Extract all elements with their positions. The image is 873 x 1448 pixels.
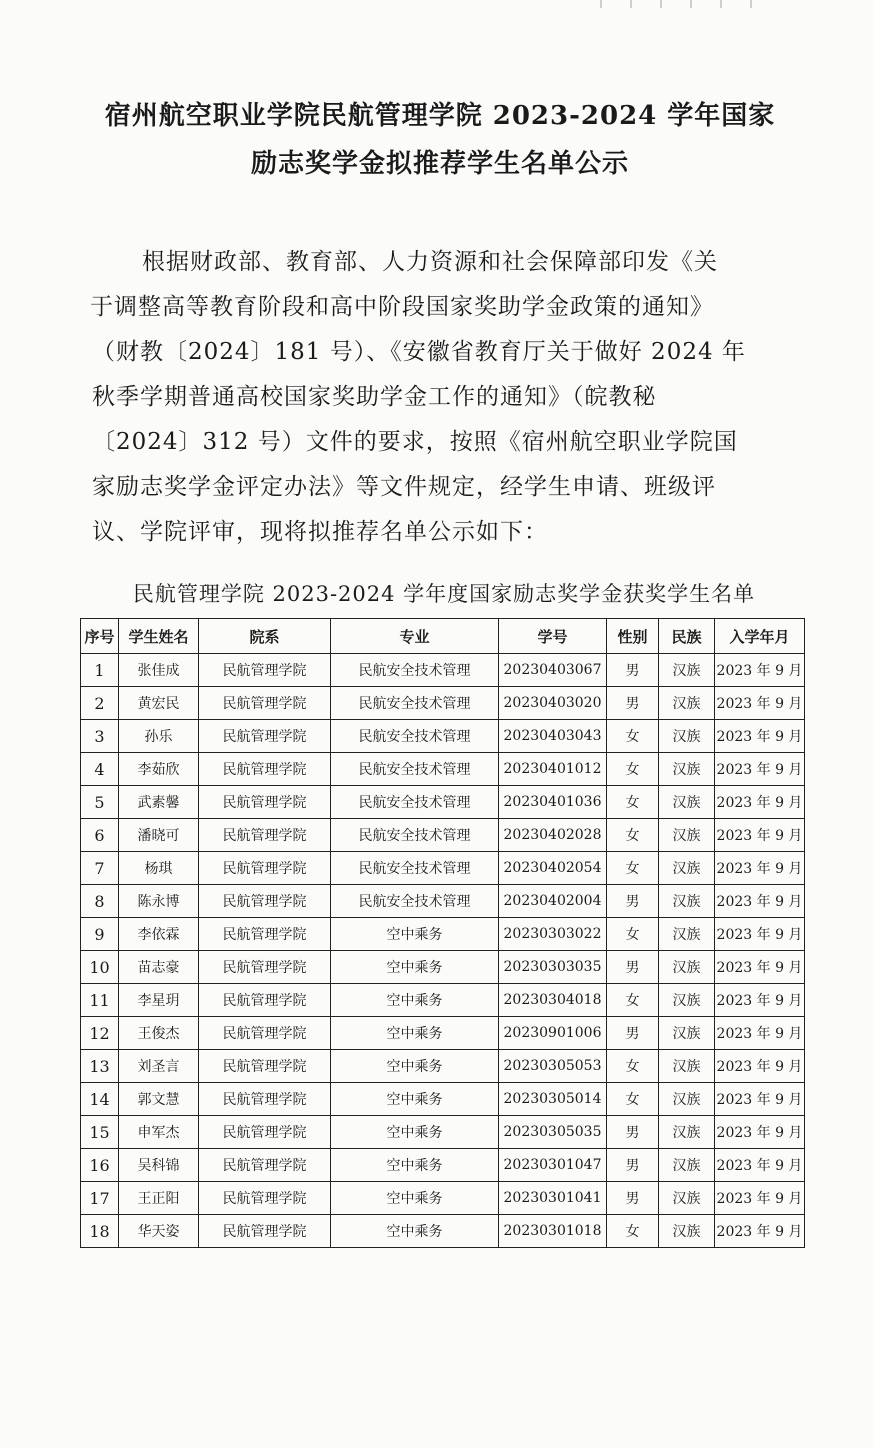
header-ethnicity: 民族	[659, 619, 715, 654]
cell-department: 民航管理学院	[199, 984, 331, 1017]
cell-gender: 女	[607, 918, 659, 951]
binding-marks	[600, 0, 780, 10]
cell-gender: 男	[607, 1182, 659, 1215]
cell-department: 民航管理学院	[199, 1050, 331, 1083]
table-row	[81, 1116, 805, 1149]
cell-name: 孙乐	[119, 720, 199, 753]
cell-department: 民航管理学院	[199, 654, 331, 687]
cell-ethnicity: 汉族	[659, 720, 715, 753]
cell-enrollment-date: 2023 年 9 月	[715, 819, 805, 852]
cell-major: 民航安全技术管理	[331, 885, 499, 918]
cell-gender: 女	[607, 852, 659, 885]
cell-major: 空中乘务	[331, 1017, 499, 1050]
table-row	[81, 1182, 805, 1215]
cell-index: 9	[81, 918, 119, 951]
cell-student-id: 20230403067	[499, 654, 607, 687]
cell-department: 民航管理学院	[199, 753, 331, 786]
cell-gender: 男	[607, 1017, 659, 1050]
cell-department: 民航管理学院	[199, 786, 331, 819]
cell-department: 民航管理学院	[199, 918, 331, 951]
cell-index: 5	[81, 786, 119, 819]
cell-enrollment-date: 2023 年 9 月	[715, 984, 805, 1017]
paragraph-line: 于调整高等教育阶段和高中阶段国家奖助学金政策的通知》	[90, 294, 714, 320]
cell-student-id: 20230305035	[499, 1116, 607, 1149]
table-row	[81, 1050, 805, 1083]
cell-student-id: 20230402054	[499, 852, 607, 885]
cell-name: 华天姿	[119, 1215, 199, 1248]
table-row	[81, 819, 805, 852]
cell-enrollment-date: 2023 年 9 月	[715, 918, 805, 951]
cell-index: 14	[81, 1083, 119, 1116]
cell-student-id: 20230403020	[499, 687, 607, 720]
cell-department: 民航管理学院	[199, 1017, 331, 1050]
cell-student-id: 20230301018	[499, 1215, 607, 1248]
paragraph-line: 〔2024〕312 号）文件的要求，按照《宿州航空职业学院国	[92, 429, 738, 455]
cell-gender: 男	[607, 687, 659, 720]
table-row	[81, 753, 805, 786]
cell-ethnicity: 汉族	[659, 1215, 715, 1248]
cell-index: 2	[81, 687, 119, 720]
cell-name: 武素馨	[119, 786, 199, 819]
table-row	[81, 984, 805, 1017]
cell-ethnicity: 汉族	[659, 918, 715, 951]
table-header-row	[81, 619, 805, 654]
table-row	[81, 1215, 805, 1248]
cell-index: 11	[81, 984, 119, 1017]
cell-major: 民航安全技术管理	[331, 852, 499, 885]
cell-ethnicity: 汉族	[659, 1083, 715, 1116]
cell-enrollment-date: 2023 年 9 月	[715, 1215, 805, 1248]
cell-enrollment-date: 2023 年 9 月	[715, 687, 805, 720]
cell-index: 1	[81, 654, 119, 687]
table-row	[81, 654, 805, 687]
paragraph-line: 秋季学期普通高校国家奖助学金工作的通知》（皖教秘	[92, 384, 657, 410]
cell-major: 民航安全技术管理	[331, 819, 499, 852]
cell-department: 民航管理学院	[199, 1116, 331, 1149]
cell-index: 3	[81, 720, 119, 753]
cell-major: 民航安全技术管理	[331, 786, 499, 819]
cell-gender: 男	[607, 1149, 659, 1182]
cell-department: 民航管理学院	[199, 687, 331, 720]
paragraph-line: 议、学院评审，现将拟推荐名单公示如下：	[92, 519, 548, 545]
cell-student-id: 20230301041	[499, 1182, 607, 1215]
cell-name: 苗志豪	[119, 951, 199, 984]
header-student-id: 学号	[499, 619, 607, 654]
cell-student-id: 20230401012	[499, 753, 607, 786]
cell-gender: 女	[607, 786, 659, 819]
cell-name: 杨琪	[119, 852, 199, 885]
cell-ethnicity: 汉族	[659, 1116, 715, 1149]
cell-name: 李依霖	[119, 918, 199, 951]
cell-student-id: 20230401036	[499, 786, 607, 819]
table-row	[81, 1083, 805, 1116]
cell-major: 空中乘务	[331, 1215, 499, 1248]
table-row	[81, 720, 805, 753]
header-name: 学生姓名	[119, 619, 199, 654]
cell-index: 12	[81, 1017, 119, 1050]
cell-index: 16	[81, 1149, 119, 1182]
cell-student-id: 20230305053	[499, 1050, 607, 1083]
cell-gender: 男	[607, 885, 659, 918]
cell-name: 吴科锦	[119, 1149, 199, 1182]
table-caption: 民航管理学院 2023-2024 学年度国家励志奖学金获奖学生名单	[132, 582, 756, 606]
cell-major: 民航安全技术管理	[331, 654, 499, 687]
cell-enrollment-date: 2023 年 9 月	[715, 753, 805, 786]
table-body	[81, 654, 805, 1248]
cell-enrollment-date: 2023 年 9 月	[715, 1182, 805, 1215]
cell-ethnicity: 汉族	[659, 885, 715, 918]
cell-gender: 男	[607, 1116, 659, 1149]
cell-enrollment-date: 2023 年 9 月	[715, 720, 805, 753]
cell-name: 李星玥	[119, 984, 199, 1017]
cell-name: 陈永博	[119, 885, 199, 918]
paragraph-line: 家励志奖学金评定办法》等文件规定，经学生申请、班级评	[92, 474, 716, 500]
cell-major: 空中乘务	[331, 1149, 499, 1182]
cell-department: 民航管理学院	[199, 1182, 331, 1215]
cell-index: 18	[81, 1215, 119, 1248]
table-row	[81, 1017, 805, 1050]
cell-ethnicity: 汉族	[659, 1050, 715, 1083]
cell-major: 民航安全技术管理	[331, 720, 499, 753]
cell-enrollment-date: 2023 年 9 月	[715, 885, 805, 918]
header-department: 院系	[199, 619, 331, 654]
cell-gender: 男	[607, 654, 659, 687]
table-row	[81, 786, 805, 819]
cell-major: 空中乘务	[331, 1116, 499, 1149]
cell-department: 民航管理学院	[199, 1215, 331, 1248]
document-title-line-1: 宿州航空职业学院民航管理学院 2023-2024 学年国家	[104, 101, 776, 131]
header-gender: 性别	[607, 619, 659, 654]
cell-student-id: 20230305014	[499, 1083, 607, 1116]
cell-major: 空中乘务	[331, 951, 499, 984]
cell-major: 空中乘务	[331, 918, 499, 951]
cell-gender: 女	[607, 1083, 659, 1116]
cell-student-id: 20230402028	[499, 819, 607, 852]
cell-ethnicity: 汉族	[659, 687, 715, 720]
cell-ethnicity: 汉族	[659, 819, 715, 852]
cell-major: 民航安全技术管理	[331, 687, 499, 720]
paragraph-line: （财教〔2024〕181 号）、《安徽省教育厅关于做好 2024 年	[92, 339, 746, 365]
cell-name: 张佳成	[119, 654, 199, 687]
cell-index: 10	[81, 951, 119, 984]
cell-ethnicity: 汉族	[659, 786, 715, 819]
cell-ethnicity: 汉族	[659, 852, 715, 885]
cell-index: 4	[81, 753, 119, 786]
cell-department: 民航管理学院	[199, 720, 331, 753]
cell-student-id: 20230901006	[499, 1017, 607, 1050]
table-row	[81, 918, 805, 951]
table-row	[81, 1149, 805, 1182]
cell-major: 空中乘务	[331, 1050, 499, 1083]
cell-enrollment-date: 2023 年 9 月	[715, 654, 805, 687]
cell-name: 黄宏民	[119, 687, 199, 720]
cell-ethnicity: 汉族	[659, 1182, 715, 1215]
table-row	[81, 885, 805, 918]
cell-name: 刘圣言	[119, 1050, 199, 1083]
cell-enrollment-date: 2023 年 9 月	[715, 1116, 805, 1149]
cell-ethnicity: 汉族	[659, 1017, 715, 1050]
cell-ethnicity: 汉族	[659, 1149, 715, 1182]
recipient-table	[80, 618, 805, 1248]
cell-major: 民航安全技术管理	[331, 753, 499, 786]
table-row	[81, 687, 805, 720]
cell-department: 民航管理学院	[199, 819, 331, 852]
cell-major: 空中乘务	[331, 1083, 499, 1116]
cell-enrollment-date: 2023 年 9 月	[715, 951, 805, 984]
cell-index: 13	[81, 1050, 119, 1083]
cell-index: 8	[81, 885, 119, 918]
cell-index: 17	[81, 1182, 119, 1215]
header-major: 专业	[331, 619, 499, 654]
document-title-line-2: 励志奖学金拟推荐学生名单公示	[250, 149, 629, 179]
cell-gender: 女	[607, 753, 659, 786]
cell-name: 李茹欣	[119, 753, 199, 786]
cell-gender: 女	[607, 1215, 659, 1248]
cell-enrollment-date: 2023 年 9 月	[715, 852, 805, 885]
table-row	[81, 852, 805, 885]
cell-enrollment-date: 2023 年 9 月	[715, 786, 805, 819]
cell-department: 民航管理学院	[199, 1149, 331, 1182]
cell-enrollment-date: 2023 年 9 月	[715, 1017, 805, 1050]
cell-name: 申军杰	[119, 1116, 199, 1149]
cell-enrollment-date: 2023 年 9 月	[715, 1050, 805, 1083]
cell-department: 民航管理学院	[199, 885, 331, 918]
paragraph-line	[92, 240, 792, 285]
cell-student-id: 20230403043	[499, 720, 607, 753]
cell-gender: 女	[607, 819, 659, 852]
cell-enrollment-date: 2023 年 9 月	[715, 1149, 805, 1182]
cell-index: 6	[81, 819, 119, 852]
notice-paragraph	[92, 240, 792, 555]
header-index: 序号	[81, 619, 119, 654]
header-enrollment-date: 入学年月	[715, 619, 805, 654]
table-row	[81, 951, 805, 984]
cell-ethnicity: 汉族	[659, 951, 715, 984]
cell-gender: 女	[607, 720, 659, 753]
cell-name: 郭文慧	[119, 1083, 199, 1116]
cell-student-id: 20230301047	[499, 1149, 607, 1182]
cell-gender: 女	[607, 984, 659, 1017]
cell-student-id: 20230304018	[499, 984, 607, 1017]
cell-major: 空中乘务	[331, 984, 499, 1017]
cell-ethnicity: 汉族	[659, 654, 715, 687]
cell-index: 7	[81, 852, 119, 885]
paragraph-line-text: 根据财政部、教育部、人力资源和社会保障部印发《关	[142, 249, 718, 275]
cell-enrollment-date: 2023 年 9 月	[715, 1083, 805, 1116]
cell-student-id: 20230303035	[499, 951, 607, 984]
cell-name: 王正阳	[119, 1182, 199, 1215]
cell-index: 15	[81, 1116, 119, 1149]
cell-student-id: 20230402004	[499, 885, 607, 918]
cell-gender: 男	[607, 951, 659, 984]
cell-department: 民航管理学院	[199, 852, 331, 885]
cell-major: 空中乘务	[331, 1182, 499, 1215]
cell-department: 民航管理学院	[199, 951, 331, 984]
cell-ethnicity: 汉族	[659, 753, 715, 786]
cell-ethnicity: 汉族	[659, 984, 715, 1017]
cell-gender: 女	[607, 1050, 659, 1083]
cell-name: 潘晓可	[119, 819, 199, 852]
cell-student-id: 20230303022	[499, 918, 607, 951]
cell-department: 民航管理学院	[199, 1083, 331, 1116]
cell-name: 王俊杰	[119, 1017, 199, 1050]
